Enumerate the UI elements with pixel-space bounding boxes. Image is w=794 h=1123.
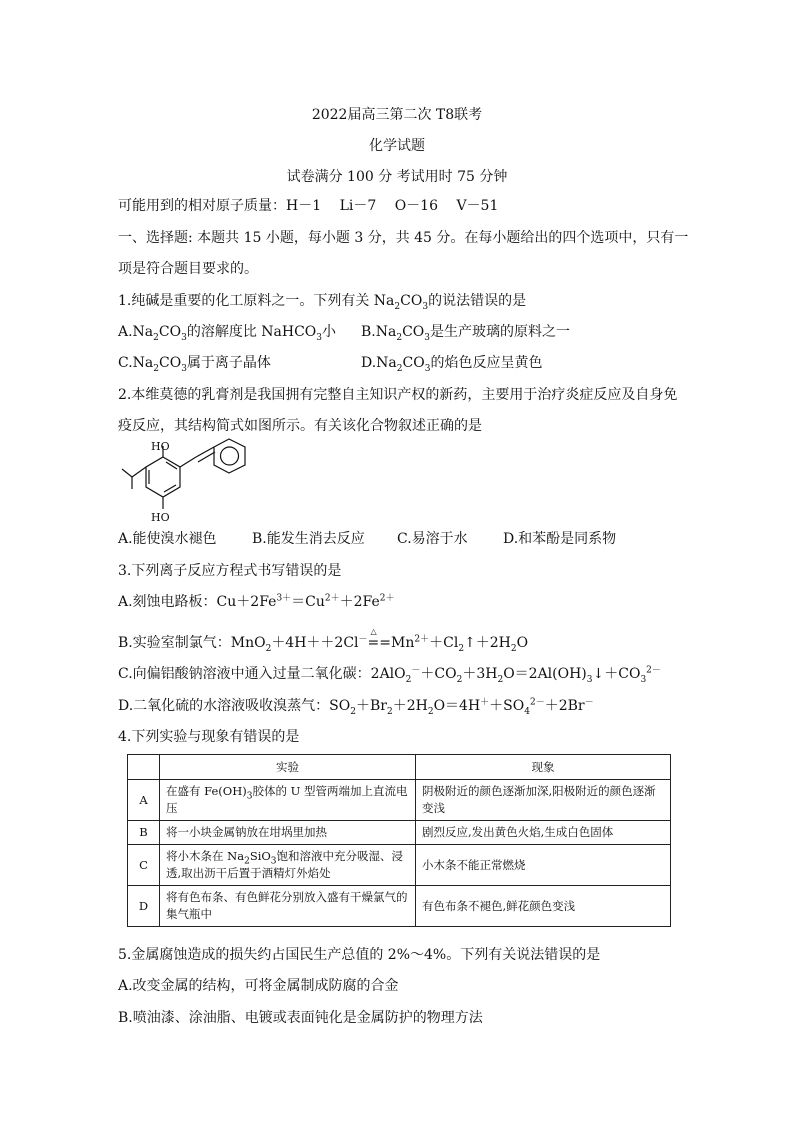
row-experiment: 在盛有 $Fe(OH)_3$胶体的 U 型管两端加上直流电压 (160, 780, 416, 821)
q4-stem: 4.下列实验与现象有错误的是 (118, 729, 300, 745)
q2-stem-line2: 疫反应，其结构简式如图所示。有关该化合物叙述正确的是 (118, 418, 482, 434)
central-ring (146, 457, 180, 497)
section-intro-line1: 一、选择题: 本题共 15 小题，每小题 3 分，共 45 分。在每小题给出的四个选项中，只有一 (118, 230, 689, 246)
row-phenomenon: 阴极附近的颜色逐渐加深,阳极附近的颜色逐渐变浅 (416, 780, 671, 821)
q1-option-a: $A.Na_2CO_3$的溶解度比 NaHCO$_3$小 (118, 324, 337, 343)
q2-option-b: B.能发生消去反应 (252, 531, 365, 547)
q3-option-b: B.实验室制氯气：MnO$_2$＋4H＋＋2Cl－ △ $==Mn^{2+}+Cl_2↑+2H_2O$ (118, 633, 528, 653)
q1-option-b: $B.Na_2CO_3$是生产玻璃的原料之一 (361, 324, 571, 343)
table-header-phenomenon: 现象 (416, 755, 671, 780)
row-experiment: 将有色布条、有色鲜花分别放入盛有干燥氯气的集气瓶中 (160, 886, 416, 927)
q1-option-c: $C.Na_2CO_3$属于离子晶体 (118, 355, 271, 374)
q2-stem-line1: 2.本维莫德的乳膏剂是我国拥有完整自主知识产权的新药，主要用于治疗炎症反应及自身免 (118, 387, 678, 403)
row-experiment: 将一小块金属钠放在坩埚里加热 (160, 821, 416, 845)
table-row (128, 845, 671, 886)
q1-stem: 1.纯碱是重要的化工原料之一。下列有关 $Na_2CO_3$的说法错误的是 (118, 293, 527, 312)
heat-symbol: △ (370, 627, 377, 636)
table-row (128, 886, 671, 927)
q5-option-b: B.喷油漆、涂油脂、电镀或表面钝化是金属防护的物理方法 (118, 1010, 483, 1026)
q2-option-a: A.能使溴水褪色 (118, 531, 217, 547)
q5-option-a: A.改变金属的结构，可将金属制成防腐的合金 (118, 978, 399, 994)
q2-option-c: C.易溶于水 (397, 531, 468, 547)
q3-stem: 3.下列离子反应方程式书写错误的是 (118, 563, 342, 579)
ho-bottom-label: HO (151, 511, 170, 524)
exam-title: 2022届高三第二次 T8联考 (311, 107, 483, 123)
q3-option-c: C.向偏铝酸钠溶液中通入过量二氧化碳：$2AlO_2^-+CO_2+3H_2O=2Al(OH)_3↓+CO_3^{2-}$ (118, 665, 661, 685)
ho-top-label: HO (151, 440, 170, 453)
row-phenomenon: 有色布条不褪色,鲜花颜色变浅 (416, 886, 671, 927)
row-key: D (128, 886, 160, 927)
subject-title: 化学试题 (369, 138, 425, 154)
q3-option-d: D.二氧化硫的水溶液吸收溴蒸气：$SO_2+Br_2+2H_2O=4H^++SO_4^{2-}+2Br^-$ (118, 697, 594, 717)
table-row (128, 821, 671, 845)
table-header-row (128, 755, 671, 780)
table-row (128, 780, 671, 821)
row-phenomenon: 小木条不能正常燃烧 (416, 845, 671, 886)
q2-option-d: D.和苯酚是同系物 (503, 531, 617, 547)
row-key: C (128, 845, 160, 886)
row-phenomenon: 剧烈反应,发出黄色火焰,生成白色固体 (416, 821, 671, 845)
atomic-masses: 可能用到的相对原子质量：H－1 Li－7 O－16 V－51 (118, 198, 499, 214)
row-key: B (128, 821, 160, 845)
experiment-table (127, 754, 671, 927)
structure-svg (118, 437, 288, 525)
q1-option-d: $D.Na_2CO_3$的焰色反应呈黄色 (361, 355, 543, 374)
structure-diagram (118, 437, 288, 525)
q5-stem: 5.金属腐蚀造成的损失约占国民生产总值的 2%～4%。下列有关说法错误的是 (118, 947, 601, 963)
row-experiment: 将小木条在 $Na_2SiO_3$饱和溶液中充分吸湿、浸透,取出沥干后置于酒精灯外焰处 (160, 845, 416, 886)
exam-meta: 试卷满分 100 分 考试用时 75 分钟 (286, 169, 508, 185)
section-intro-line2: 项是符合题目要求的。 (118, 261, 258, 277)
row-key: A (128, 780, 160, 821)
phenyl-ring (214, 439, 245, 473)
table-header-key (128, 755, 160, 780)
table-header-experiment: 实验 (160, 755, 416, 780)
q3-option-a: A.刻蚀电路板：$Cu+2Fe^{3+}=Cu^{2+}+2Fe^{2+}$ (118, 593, 395, 610)
